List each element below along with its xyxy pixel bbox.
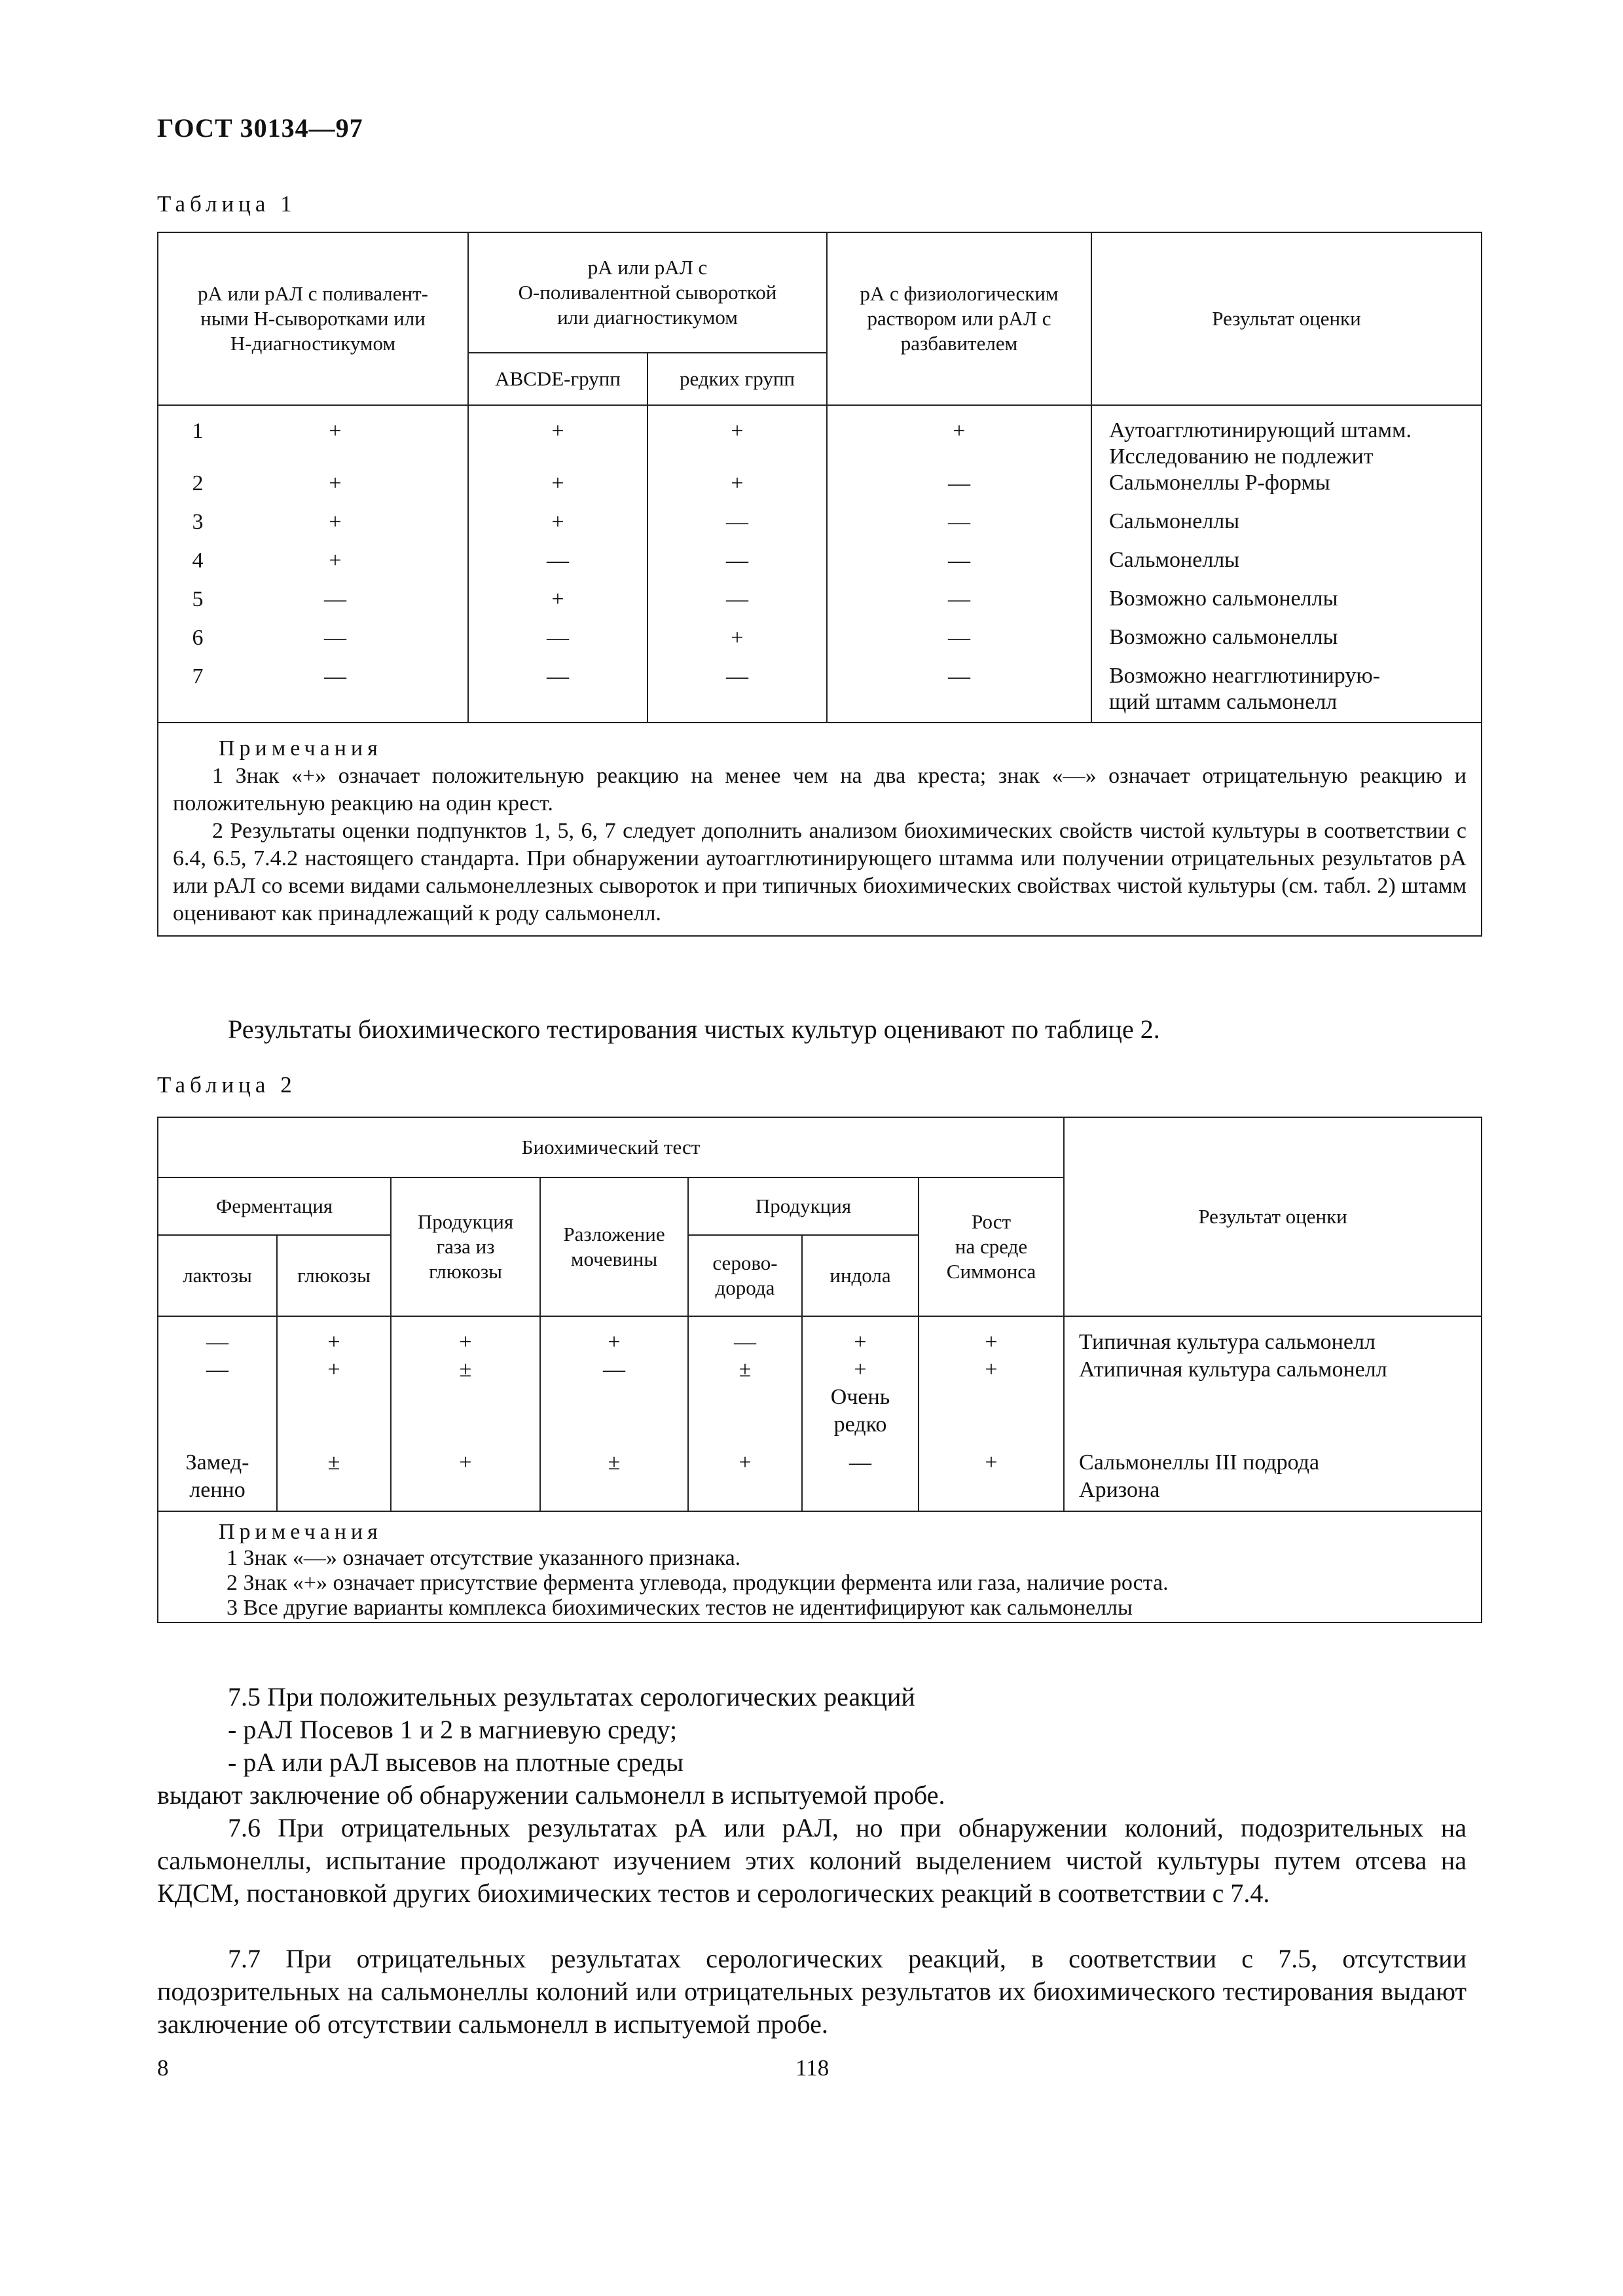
- t1-row: [158, 586, 1482, 624]
- t1-header-result: Результат оценки: [1091, 232, 1482, 405]
- t2-header-biotest: Биохимический тест: [158, 1117, 1064, 1177]
- t2-mark-simmons: +: [919, 1316, 1064, 1356]
- t1-mark-h: +: [329, 471, 342, 495]
- t1-header-rare: редких групп: [647, 353, 827, 405]
- t2-notes-title: Примечания: [219, 1520, 382, 1544]
- p75-conclusion: выдают заключение об обнаружении сальмонелл в испытуемой пробе.: [157, 1780, 945, 1810]
- t1-row-number: 7: [192, 664, 204, 689]
- t1-mark-h: —: [324, 664, 346, 689]
- t2-note-3: 3 Все другие варианты комплекса биохимических тестов не идентифицируют как сальмонеллы: [227, 1596, 1133, 1620]
- doc-number: ГОСТ 30134—97: [157, 113, 363, 143]
- t1-result: Возможно сальмонеллы: [1091, 624, 1482, 663]
- t1-cell-h: [158, 509, 468, 547]
- t1-row-number: 5: [192, 587, 204, 611]
- t2-mark-urea: —: [540, 1356, 688, 1449]
- t1-mark-phys: —: [827, 547, 1091, 586]
- t2-row: [158, 1316, 1482, 1356]
- t2-mark-urea: +: [540, 1316, 688, 1356]
- t2-mark-glucose: ±: [277, 1449, 391, 1511]
- t1-row: [158, 663, 1482, 723]
- t1-mark-phys: —: [827, 624, 1091, 663]
- t1-cell-h: [158, 586, 468, 624]
- t1-cell-h: [158, 470, 468, 509]
- page-number-left: 8: [157, 2055, 169, 2081]
- t1-result: Возможно неагглютинирую- щий штамм сальмонелл: [1091, 663, 1482, 723]
- t1-cell-h: [158, 624, 468, 663]
- t1-result: Сальмонеллы Р-формы: [1091, 470, 1482, 509]
- section-7-7: 7.7 При отрицательных результатах серологических реакций, в соответствии с 7.5, отсутствии подозрительных на сальмонеллы колоний или отрицательных результатов их биохимического тестирования выдают заключение об отсутствии сальмонелл в испытуемой пробе.: [157, 1944, 1467, 2039]
- t2-mark-gas: +: [391, 1316, 540, 1356]
- t1-result: Аутоагглютинирующий штамм. Исследованию не подлежит: [1091, 405, 1482, 470]
- table1: [157, 232, 1482, 937]
- t1-mark-phys: —: [827, 663, 1091, 723]
- t2-mark-simmons: +: [919, 1356, 1064, 1449]
- table2: [157, 1117, 1482, 1623]
- t1-row: [158, 509, 1482, 547]
- p75-item-1: - рАЛ Посевов 1 и 2 в магниевую среду;: [228, 1715, 678, 1744]
- t1-result: Возможно сальмонеллы: [1091, 586, 1482, 624]
- t2-header-urea: Разложение мочевины: [540, 1177, 688, 1316]
- t2-mark-glucose: +: [277, 1316, 391, 1356]
- t1-mark-abcde: —: [468, 624, 647, 663]
- t1-notes-title: Примечания: [219, 736, 382, 761]
- t1-mark-phys: —: [827, 509, 1091, 547]
- page-number-center: 118: [795, 2055, 830, 2081]
- section-7-5: [157, 1681, 1467, 1812]
- section-7-6: 7.6 При отрицательных результатах рА или рАЛ, но при обнаружении колоний, подозрительных на сальмонеллы, испытание продолжают изучением этих колоний выделением чистой культуры путем отсева на КДСМ, постановкой других биохимических тестов и серологических реакций в соответствии с 7.4.: [157, 1813, 1467, 1908]
- t1-mark-abcde: +: [468, 509, 647, 547]
- t2-header-result: Результат оценки: [1064, 1117, 1482, 1316]
- t1-mark-phys: —: [827, 586, 1091, 624]
- t1-mark-abcde: —: [468, 663, 647, 723]
- t1-mark-rare: —: [647, 547, 827, 586]
- t1-row: [158, 547, 1482, 586]
- t1-note-1: 1 Знак «+» означает положительную реакцию на менее чем на два креста; знак «—» означает отрицательную реакцию и положительную реакцию на один крест.: [173, 764, 1467, 816]
- table1-caption: Таблица 1: [157, 191, 297, 217]
- t1-mark-h: +: [329, 548, 342, 573]
- t1-notes: [158, 723, 1482, 936]
- t2-row: [158, 1449, 1482, 1511]
- t1-row: [158, 624, 1482, 663]
- t1-mark-rare: +: [647, 470, 827, 509]
- t2-mark-h2s: —: [688, 1316, 802, 1356]
- t2-header-simmons: Рост на среде Симмонса: [919, 1177, 1064, 1316]
- t2-result: Атипичная культура сальмонелл: [1064, 1356, 1482, 1449]
- t1-cell-h: [158, 663, 468, 723]
- t1-row-number: 4: [192, 548, 204, 573]
- t1-row-number: 2: [192, 471, 204, 495]
- t1-cell-h: [158, 547, 468, 586]
- t2-mark-indole: + Очень редко: [802, 1356, 919, 1449]
- t1-mark-rare: —: [647, 663, 827, 723]
- t1-mark-abcde: —: [468, 547, 647, 586]
- t2-result: Типичная культура сальмонелл: [1064, 1316, 1482, 1356]
- t2-header-glucose: глюкозы: [277, 1235, 391, 1316]
- t1-mark-rare: +: [647, 405, 827, 470]
- p75-intro: 7.5 При положительных результатах серологических реакций: [228, 1682, 915, 1712]
- t2-mark-gas: ±: [391, 1356, 540, 1449]
- t1-mark-rare: +: [647, 624, 827, 663]
- t1-header-o-sera: рА или рАЛ с О-поливалентной сывороткой или диагностикумом: [468, 232, 827, 353]
- t1-mark-h: —: [324, 587, 346, 611]
- t2-mark-simmons: +: [919, 1449, 1064, 1511]
- table2-caption: Таблица 2: [157, 1072, 297, 1098]
- t2-header-h2s: серово- дорода: [688, 1235, 802, 1316]
- t2-mark-indole: +: [802, 1316, 919, 1356]
- t1-mark-h: +: [329, 419, 342, 443]
- t1-result: Сальмонеллы: [1091, 547, 1482, 586]
- t2-mark-urea: ±: [540, 1449, 688, 1511]
- p75-item-2: - рА или рАЛ высевов на плотные среды: [228, 1748, 684, 1777]
- t2-mark-lactose: —: [158, 1356, 277, 1449]
- t1-row: [158, 470, 1482, 509]
- t2-mark-lactose: Замед- ленно: [158, 1449, 277, 1511]
- t2-header-production: Продукция: [688, 1177, 919, 1235]
- t2-notes: [158, 1511, 1482, 1623]
- t2-header-indole: индола: [802, 1235, 919, 1316]
- t1-mark-phys: —: [827, 470, 1091, 509]
- t2-mark-glucose: +: [277, 1356, 391, 1449]
- t1-mark-rare: —: [647, 586, 827, 624]
- t2-mark-lactose: —: [158, 1316, 277, 1356]
- t1-row-number: 3: [192, 510, 204, 534]
- t2-result: Сальмонеллы III подрода Аризона: [1064, 1449, 1482, 1511]
- t2-note-2: 2 Знак «+» означает присутствие фермента углевода, продукции фермента или газа, наличие роста.: [227, 1571, 1169, 1595]
- t1-row-number: 1: [192, 419, 204, 443]
- t1-mark-abcde: +: [468, 586, 647, 624]
- t1-cell-h: [158, 405, 468, 470]
- t1-result: Сальмонеллы: [1091, 509, 1482, 547]
- t1-mark-abcde: +: [468, 470, 647, 509]
- t1-row: [158, 405, 1482, 470]
- t1-header-h-sera: рА или рАЛ с поливалент- ными Н-сыворотками или Н-диагностикумом: [158, 232, 468, 405]
- t1-header-phys: рА с физиологическим раствором или рАЛ с разбавителем: [827, 232, 1091, 405]
- t1-mark-rare: —: [647, 509, 827, 547]
- t1-row-number: 6: [192, 626, 204, 650]
- t2-header-gas: Продукция газа из глюкозы: [391, 1177, 540, 1316]
- t1-mark-phys: +: [827, 405, 1091, 470]
- t1-header-abcde: ABCDE-групп: [468, 353, 647, 405]
- t2-mark-indole: —: [802, 1449, 919, 1511]
- t1-mark-h: —: [324, 626, 346, 650]
- t1-mark-abcde: +: [468, 405, 647, 470]
- t1-note-2: 2 Результаты оценки подпунктов 1, 5, 6, 7 следует дополнить анализом биохимических свойств чистой культуры в соответствии с 6.4, 6.5, 7.4.2 настоящего стандарта. При обнаружении аутоагглютинирующего штамма или получении отрицательных результатов рА или рАЛ со всеми видами сальмонеллезных сывороток и при типичных биохимических свойствах чистой культуры (см. табл. 2) штамм оценивают как принадлежащий к роду сальмонелл.: [173, 819, 1467, 925]
- para-between-tables: Результаты биохимического тестирования чистых культур оценивают по таблице 2.: [228, 1014, 1160, 1044]
- t2-mark-gas: +: [391, 1449, 540, 1511]
- t2-row: [158, 1356, 1482, 1449]
- t2-header-lactose: лактозы: [158, 1235, 277, 1316]
- t1-mark-h: +: [329, 510, 342, 534]
- t2-mark-h2s: +: [688, 1449, 802, 1511]
- t2-note-1: 1 Знак «—» означает отсутствие указанного признака.: [227, 1546, 741, 1570]
- t2-mark-h2s: ±: [688, 1356, 802, 1449]
- t2-header-fermentation: Ферментация: [158, 1177, 391, 1235]
